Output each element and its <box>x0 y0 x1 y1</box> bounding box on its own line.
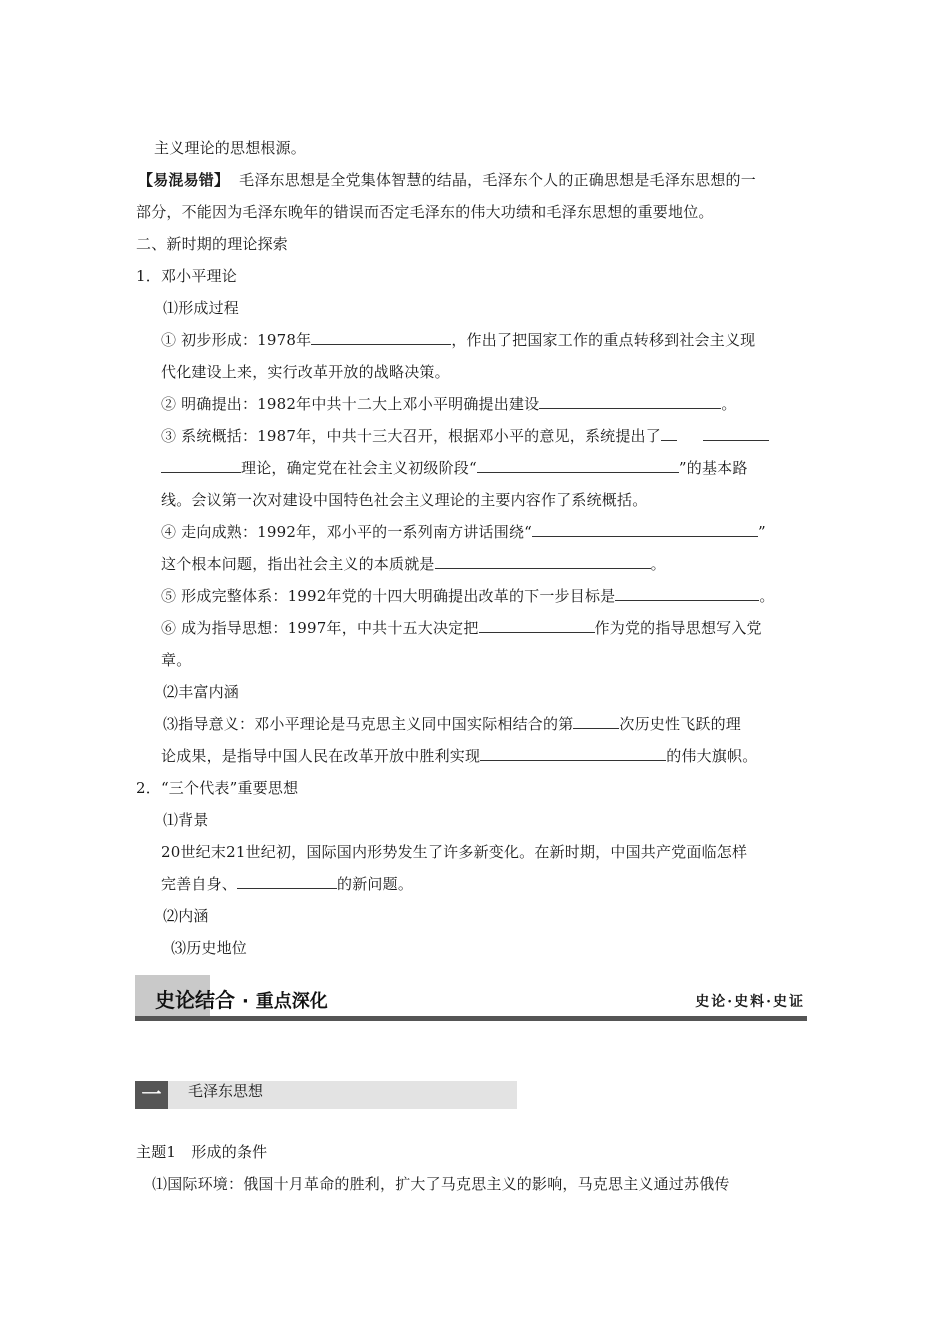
text-segment: 的新问题。 <box>337 875 414 893</box>
section-label: 毛泽东思想 <box>188 1082 264 1100</box>
text-segment: 完善自身、 <box>161 875 238 893</box>
text-segment: 。 <box>759 587 775 605</box>
answer-blank <box>661 426 677 441</box>
text-line <box>161 458 748 478</box>
section-number: 一 <box>135 1081 168 1109</box>
text-segment: ⑥ 成为指导思想：1997年，中共十五大决定把 <box>161 619 479 637</box>
banner-rule <box>135 1016 807 1021</box>
text-line: 线。会议第一次对建设中国特色社会主义理论的主要内容作了系统概括。 <box>161 491 648 509</box>
answer-blank <box>615 586 759 601</box>
text-line: 主义理论的思想根源。 <box>154 139 307 157</box>
answer-blank <box>311 330 451 345</box>
answer-blank <box>435 554 651 569</box>
text-segment: 。 <box>650 555 666 573</box>
text-line <box>163 714 741 734</box>
banner-title-main: 史论结合 <box>155 988 235 1012</box>
text-line <box>161 330 755 350</box>
text-line: 章。 <box>161 651 192 669</box>
text-segment: ① 初步形成：1978年 <box>161 331 312 349</box>
item-heading: ⑶历史地位 <box>171 939 248 957</box>
topic-body: ⑴国际环境：俄国十月革命的胜利，扩大了马克思主义的影响，马克思主义通过苏俄传 <box>152 1175 730 1193</box>
text-line <box>161 522 766 542</box>
answer-blank <box>480 746 666 761</box>
text-line <box>161 586 775 606</box>
answer-blank <box>573 714 619 729</box>
text-line: 部分，不能因为毛泽东晚年的错误而否定毛泽东的伟大功绩和毛泽东思想的重要地位。 <box>136 203 714 221</box>
answer-blank <box>703 426 769 441</box>
text-line <box>161 554 666 574</box>
answer-blank <box>479 618 595 633</box>
banner-title <box>155 984 328 1013</box>
text-segment: ③ 系统概括：1987年，中共十三大召开，根据邓小平的意见，系统提出了 <box>161 427 661 445</box>
text-segment: 理论，确定党在社会主义初级阶段“ <box>241 459 477 477</box>
text-segment: 论成果，是指导中国人民在改革开放中胜利实现 <box>161 747 481 765</box>
text-line <box>161 618 762 638</box>
tip-tag: 【易混易错】 <box>138 171 230 189</box>
item-heading: ⑴形成过程 <box>163 299 240 317</box>
section-header <box>135 1081 517 1109</box>
text-segment: 这个根本问题，指出社会主义的本质就是 <box>161 555 435 573</box>
section-heading: 二、新时期的理论探索 <box>136 235 289 253</box>
text-segment: ⑶指导意义：邓小平理论是马克思主义同中国实际相结合的第 <box>163 715 574 733</box>
text-line: 20世纪末21世纪初，国际国内形势发生了许多新变化。在新时期，中国共产党面临怎样 <box>161 843 748 861</box>
text-line <box>161 394 737 414</box>
topic-title: 主题1 形成的条件 <box>136 1143 268 1161</box>
item-heading: ⑵丰富内涵 <box>163 683 240 701</box>
item-heading: ⑵内涵 <box>163 907 209 925</box>
text-line <box>161 746 757 766</box>
text-segment: 次历史性飞跃的理 <box>619 715 742 733</box>
banner-right-label: 史论·史料·史证 <box>695 994 805 1010</box>
answer-blank <box>477 458 679 473</box>
text-segment: ② 明确提出：1982年中共十二大上邓小平明确提出建设 <box>161 395 540 413</box>
text-line <box>161 874 413 894</box>
item-heading: ⑴背景 <box>163 811 209 829</box>
text-segment: ，作出了把国家工作的重点转移到社会主义现 <box>451 331 756 349</box>
section-banner <box>135 975 807 1021</box>
text-line: 代化建设上来，实行改革开放的战略决策。 <box>161 363 450 381</box>
banner-subtitle: 重点深化 <box>255 991 328 1012</box>
text-segment: 作为党的指导思想写入党 <box>594 619 762 637</box>
text-line <box>161 426 769 446</box>
subsection-heading: 1．邓小平理论 <box>136 267 237 285</box>
text-segment: ⑤ 形成完整体系：1992年党的十四大明确提出改革的下一步目标是 <box>161 587 616 605</box>
text-segment: ④ 走向成熟：1992年，邓小平的一系列南方讲话围绕“ <box>161 523 533 541</box>
text-segment: ” <box>758 523 766 541</box>
text-segment: 的伟大旗帜。 <box>666 747 758 765</box>
subsection-heading: 2．“三个代表”重要思想 <box>136 779 299 797</box>
answer-blank <box>237 874 337 889</box>
text-line <box>138 170 756 190</box>
banner-dot: · <box>241 991 249 1012</box>
text-segment: ”的基本路 <box>678 459 748 477</box>
text-segment: 。 <box>721 395 737 413</box>
answer-blank <box>532 522 758 537</box>
tip-text: 毛泽东思想是全党集体智慧的结晶，毛泽东个人的正确思想是毛泽东思想的一 <box>239 171 756 189</box>
answer-blank <box>539 394 721 409</box>
answer-blank <box>161 458 241 473</box>
